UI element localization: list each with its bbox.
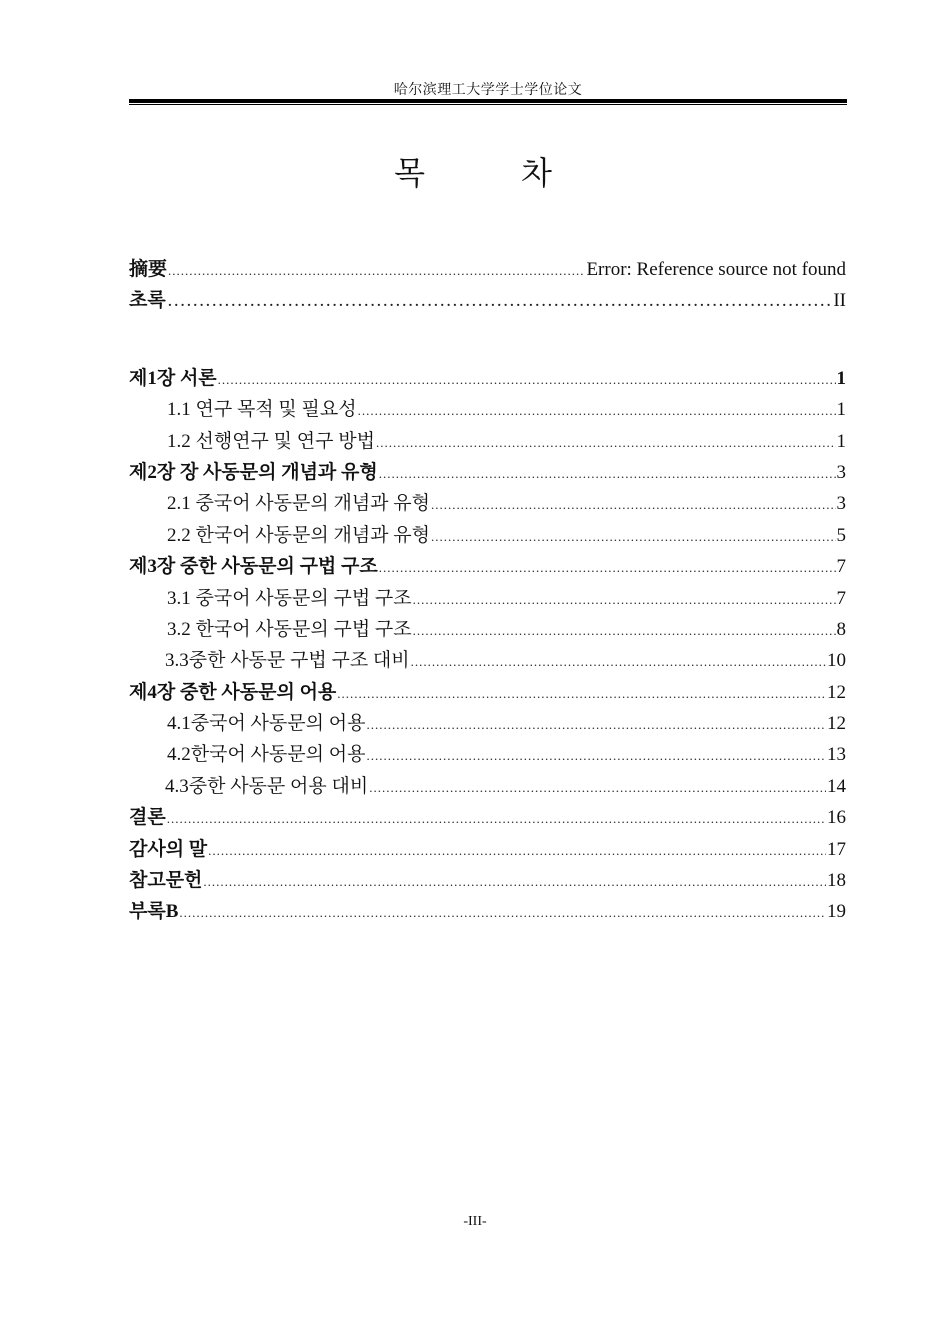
toc-entry-label: 1.1 연구 목적 및 필요성 xyxy=(167,399,357,421)
toc-entry-section-1-2[interactable] xyxy=(129,426,846,457)
toc-entry-label: 2.1 중국어 사동문의 개념과 유형 xyxy=(167,493,430,515)
toc-entry-page: 1 xyxy=(836,399,846,421)
toc-entry-label: 제4장 중한 사동문의 어용 xyxy=(129,681,337,703)
toc-entry-page: 17 xyxy=(827,838,846,860)
toc-entry-abstract-kr[interactable] xyxy=(129,285,846,316)
toc-entry-references[interactable] xyxy=(129,865,846,896)
toc-entry-section-4-3[interactable] xyxy=(129,771,846,802)
running-header: 哈尔滨理工大学学士学位论文 xyxy=(393,83,583,98)
toc-entry-page: 12 xyxy=(827,681,846,703)
toc-entry-page: 16 xyxy=(827,807,846,829)
toc-leader-dots xyxy=(413,592,836,608)
toc-leader-dots xyxy=(366,717,826,733)
toc-leader-dots xyxy=(376,435,836,451)
toc-entry-appendix-b[interactable] xyxy=(129,896,846,927)
toc-entry-label: 초록 xyxy=(129,290,166,312)
toc-entry-label: 제1장 서론 xyxy=(129,367,217,389)
toc-entry-label: 감사의 말 xyxy=(129,838,208,860)
toc-entry-page: 19 xyxy=(827,901,846,923)
toc-entry-page: Error: Reference source not found xyxy=(586,259,846,280)
toc-entry-chapter-2[interactable] xyxy=(129,457,846,488)
toc-entry-label: 참고문헌 xyxy=(129,870,203,892)
toc-leader-dots xyxy=(369,780,826,796)
toc-entry-page: 1 xyxy=(836,367,846,389)
toc-entry-label: 4.2한국어 사동문의 어용 xyxy=(167,744,366,766)
toc-entry-page: 1 xyxy=(836,430,846,452)
header-rule-thin xyxy=(129,104,847,105)
toc-entry-label: 4.1중국어 사동문의 어용 xyxy=(167,713,366,735)
toc-entry-conclusion[interactable] xyxy=(129,802,846,833)
toc-entry-label: 3.1 중국어 사동문의 구법 구조 xyxy=(167,587,412,609)
page-number: -III- xyxy=(463,1214,487,1229)
toc-leader-dots xyxy=(337,686,826,702)
toc-entry-chapter-1[interactable] xyxy=(129,363,846,394)
toc-leader-dots xyxy=(358,403,836,419)
toc-leader-dots xyxy=(168,263,585,279)
toc-entry-chapter-4[interactable] xyxy=(129,677,846,708)
toc-entry-label: 3.3중한 사동문 구법 구조 대비 xyxy=(165,650,410,672)
toc-entry-page: 7 xyxy=(836,587,846,609)
toc-leader-dots xyxy=(208,843,826,859)
toc-entry-label: 3.2 한국어 사동문의 구법 구조 xyxy=(167,618,412,640)
toc-leader-dots xyxy=(179,905,826,921)
toc-leader-dots xyxy=(413,623,836,639)
toc-entry-section-3-1[interactable] xyxy=(129,583,846,614)
toc-entry-section-3-3[interactable] xyxy=(129,645,846,676)
toc-leader-dots xyxy=(431,497,836,513)
header-rule-thick xyxy=(129,99,847,103)
toc-leader-dots xyxy=(167,811,826,827)
toc-leader-dots xyxy=(431,529,836,545)
toc-leader-dots xyxy=(167,290,833,312)
toc-entry-page: 7 xyxy=(836,556,846,578)
toc-leader-dots xyxy=(366,748,826,764)
toc-entry-page: 13 xyxy=(827,744,846,766)
toc-entry-page: 5 xyxy=(836,524,846,546)
table-of-contents xyxy=(129,254,846,928)
toc-entry-abstract-cn[interactable] xyxy=(129,254,846,285)
toc-entry-label: 摘要 xyxy=(129,259,168,280)
toc-entry-section-2-1[interactable] xyxy=(129,488,846,519)
toc-entry-page: II xyxy=(833,290,846,312)
toc-entry-section-2-2[interactable] xyxy=(129,520,846,551)
toc-entry-label: 제2장 장 사동문의 개념과 유형 xyxy=(129,461,378,483)
toc-entry-label: 2.2 한국어 사동문의 개념과 유형 xyxy=(167,524,430,546)
toc-entry-page: 12 xyxy=(827,713,846,735)
toc-entry-page: 18 xyxy=(827,870,846,892)
toc-entry-label: 결론 xyxy=(129,807,166,829)
toc-entry-acknowledgements[interactable] xyxy=(129,834,846,865)
toc-leader-dots xyxy=(379,560,836,576)
toc-leader-dots xyxy=(203,874,826,890)
toc-entry-section-4-1[interactable] xyxy=(129,708,846,739)
toc-entry-label: 부록B xyxy=(129,901,179,923)
toc-entry-label: 1.2 선행연구 및 연구 방법 xyxy=(167,430,375,452)
toc-entry-page: 14 xyxy=(827,775,846,797)
toc-leader-dots xyxy=(218,372,836,388)
toc-entry-section-1-1[interactable] xyxy=(129,394,846,425)
toc-entry-section-4-2[interactable] xyxy=(129,739,846,770)
toc-entry-label: 제3장 중한 사동문의 구법 구조 xyxy=(129,556,378,578)
toc-entry-page: 10 xyxy=(827,650,846,672)
toc-entry-label: 4.3중한 사동문 어용 대비 xyxy=(165,775,369,797)
toc-entry-chapter-3[interactable] xyxy=(129,551,846,582)
toc-leader-dots xyxy=(379,466,836,482)
toc-leader-dots xyxy=(411,654,826,670)
toc-title: 목 차 xyxy=(394,155,596,191)
toc-entry-section-3-2[interactable] xyxy=(129,614,846,645)
toc-entry-page: 3 xyxy=(836,493,846,515)
toc-entry-page: 3 xyxy=(836,461,846,483)
toc-entry-page: 8 xyxy=(836,618,846,640)
